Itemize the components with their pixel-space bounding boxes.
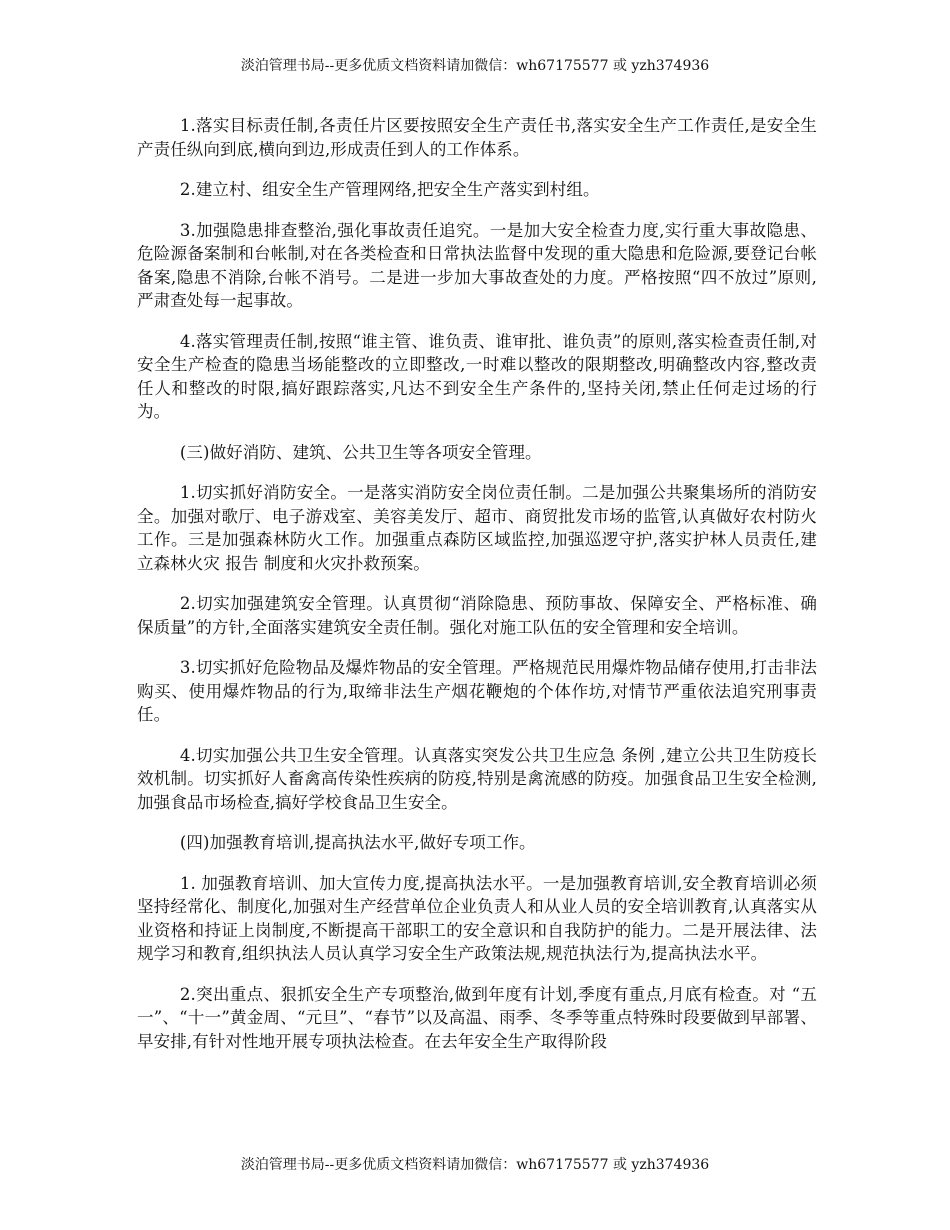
page-header: 淡泊管理书局--更多优质文档资料请加微信：wh67175577 或 yzh374936: [240, 58, 710, 74]
section-heading: (四)加强教育培训,提高执法水平,做好专项工作。: [179, 833, 536, 852]
paragraph: 4.切实加强公共卫生安全管理。认真落实突发公共卫生应急 条例 ,建立公共卫生防疫长效机制。切实抓好人畜禽高传染性疾病的防疫,特别是禽流感的防疫。加强食品卫生安全检测,加强食品市场检查,搞好学校食品卫生安全。: [137, 745, 817, 812]
paragraph: 1. 加强教育培训、加大宣传力度,提高执法水平。一是加强教育培训,安全教育培训必须坚持经常化、制度化,加强对生产经营单位企业负责人和从业人员的安全培训教育,认真落实从业资格和持证上岗制度,不断提高干部职工的安全意识和自我防护的能力。二是开展法律、法规学习和教育,组织执法人员认真学习安全生产政策法规,规范执法行为,提高执法水平。: [137, 873, 817, 963]
paragraph: 4.落实管理责任制,按照“谁主管、谁负责、谁审批、谁负责”的原则,落实检查责任制,对安全生产检查的隐患当场能整改的立即整改,一时难以整改的限期整改,明确整改内容,整改责任人和整改的时限,搞好跟踪落实,凡达不到安全生产条件的,坚持关闭,禁止任何走过场的行为。: [137, 331, 817, 421]
page-footer: 淡泊管理书局--更多优质文档资料请加微信：wh67175577 或 yzh374936: [240, 1157, 710, 1173]
paragraph: 3.加强隐患排查整治,强化事故责任追究。一是加大安全检查力度,实行重大事故隐患、危险源备案制和台帐制,对在各类检查和日常执法监督中发现的重大隐患和危险源,要登记台帐备案,隐患不消除,台帐不消号。二是进一步加大事故查处的力度。严格按照“四不放过”原则,严肃查处每一起事故。: [137, 220, 817, 310]
document-body: [137, 114, 817, 1070]
paragraph: 2.切实加强建筑安全管理。认真贯彻“消除隐患、预防事故、保障安全、严格标准、确保质量”的方针,全面落实建筑安全责任制。强化对施工队伍的安全管理和安全培训。: [137, 594, 817, 637]
paragraph: 3.切实抓好危险物品及爆炸物品的安全管理。严格规范民用爆炸物品储存使用,打击非法购买、使用爆炸物品的行为,取缔非法生产烟花鞭炮的个体作坊,对情节严重依法追究刑事责任。: [137, 658, 817, 724]
paragraph: 1.落实目标责任制,各责任片区要按照安全生产责任书,落实安全生产工作责任,是安全生产责任纵向到底,横向到边,形成责任到人的工作体系。: [137, 116, 817, 159]
paragraph: 2.建立村、组安全生产管理网络,把安全生产落实到村组。: [179, 180, 600, 199]
paragraph: 2.突出重点、狠抓安全生产专项整治,做到年度有计划,季度有重点,月底有检查。对 “五一”、“十一”黄金周、“元旦”、“春节”以及高温、雨季、冬季等重点特殊时段要做到早部署、早安排,有针对性地开展专项执法检查。在去年安全生产取得阶段: [137, 984, 817, 1051]
paragraph: 1.切实抓好消防安全。一是落实消防安全岗位责任制。二是加强公共聚集场所的消防安全。加强对歌厅、电子游戏室、美容美发厅、超市、商贸批发市场的监管,认真做好农村防火工作。三是加强森林防火工作。加强重点森防区域监控,加强巡逻守护,落实护林人员责任,建立森林火灾 报告 制度和火灾扑救预案。: [137, 483, 817, 573]
section-heading: (三)做好消防、建筑、公共卫生等各项安全管理。: [179, 442, 542, 462]
